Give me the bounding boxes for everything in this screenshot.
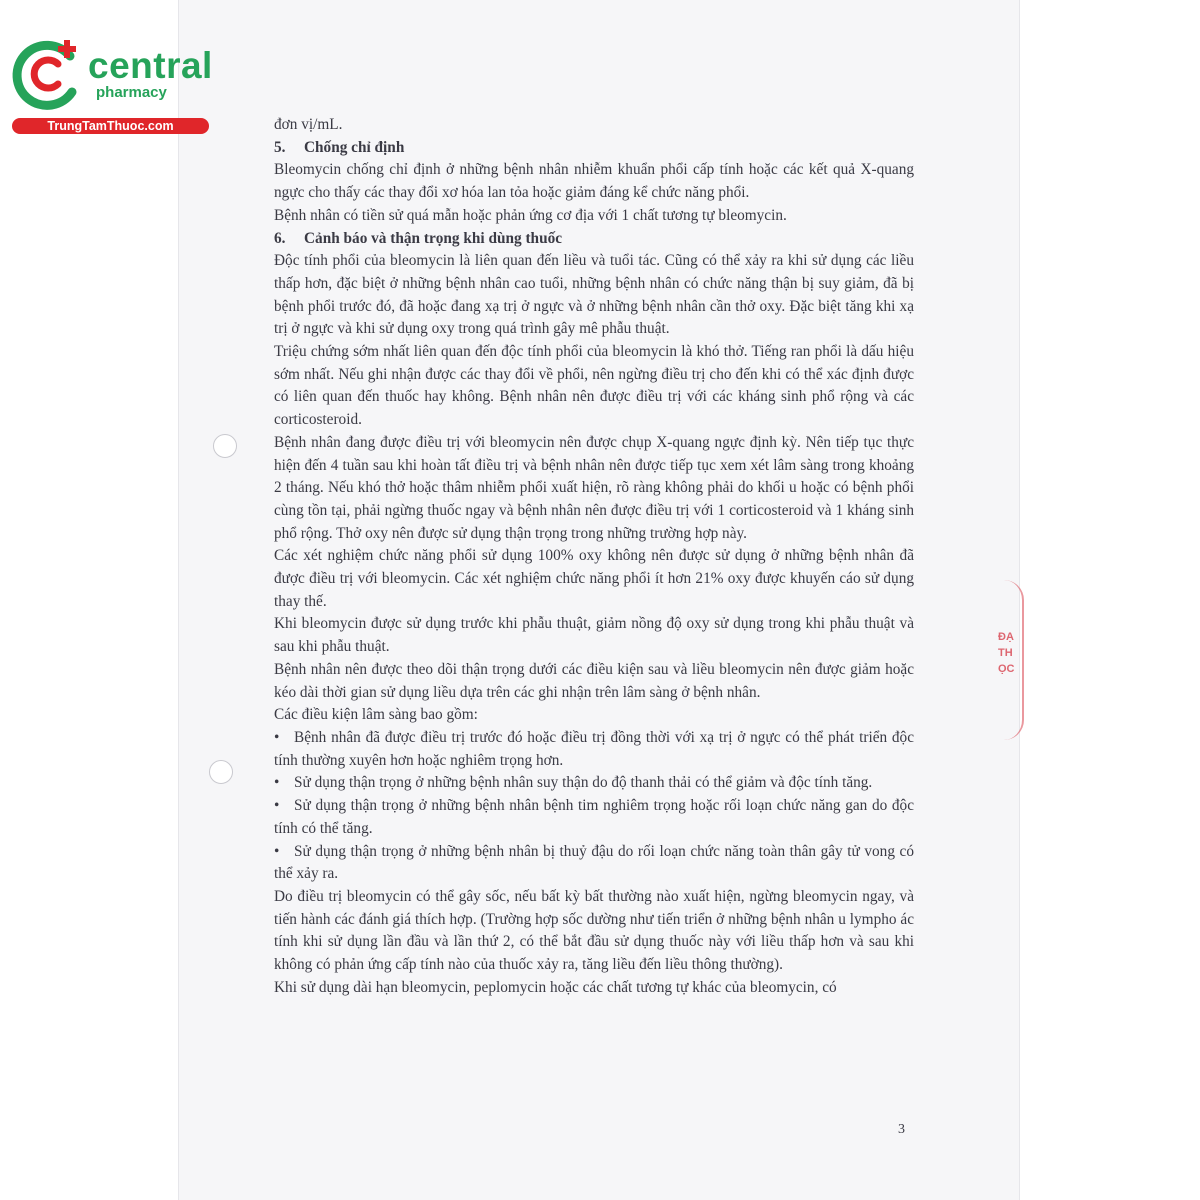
paragraph: Độc tính phổi của bleomycin là liên quan đến liều và tuổi tác. Cũng có thể xảy ra khi sử dụng các liều thấp hơn, đặc biệt ở những bệnh nhân cao tuổi, những bệnh nhân có chức năng thận bị suy giảm, đã bị bệnh phổi trước đó, đã hoặc đang xạ trị ở ngực và ở những bệnh nhân cần thở oxy. Đặc biệt tăng khi xạ trị ở ngực và khi sử dụng oxy trong quá trình gây mê phẫu thuật. [274, 252, 914, 338]
section-heading [274, 228, 914, 251]
stamp-letters: ĐẠ [998, 631, 1014, 643]
logo-text [88, 45, 213, 102]
section-title: Cảnh báo và thận trọng khi dùng thuốc [304, 229, 563, 247]
paragraph: Các xét nghiệm chức năng phổi sử dụng 100% oxy không nên được sử dụng ở những bệnh nhân đã được điều trị với bleomycin. Các xét nghiệm chức năng phổi ít hơn 21% oxy được khuyến cáo sử dụng thay thế. [274, 547, 914, 610]
paragraph: Do điều trị bleomycin có thể gây sốc, nếu bất kỳ bất thường nào xuất hiện, ngừng bleomycin ngay, và tiến hành các đánh giá thích hợp. (Trường hợp sốc dường như tiến triển ở những bệnh nhân u lympho ác tính khi sử dụng lần đầu và lần thứ 2, có thể bắt đầu sử dụng thuốc này với liều thấp hơn và sau khi không có phản ứng cấp tính nào của thuốc xảy ra, tăng liều đến liều thông thường). [274, 887, 914, 974]
section-number: 6. [274, 229, 286, 247]
logo-brand: central [88, 45, 213, 86]
logo-site-link[interactable]: TrungTamThuoc.com [12, 118, 209, 134]
logo-mark-icon [8, 34, 88, 114]
bullet-dot-icon: • [274, 728, 280, 746]
document-body [274, 114, 914, 999]
paragraph: Bleomycin chống chỉ định ở những bệnh nhân nhiễm khuẩn phổi cấp tính hoặc các kết quả X-quang ngực cho thấy các thay đổi xơ hóa lan tỏa hoặc giảm đáng kể chức năng phổi. [274, 161, 914, 202]
bullet-text: Sử dụng thận trọng ở những bệnh nhân suy thận do độ thanh thải có thể giảm và độc tính tăng. [294, 774, 873, 792]
bullet-item [274, 772, 914, 795]
punch-hole [209, 760, 233, 784]
stamp-text [998, 585, 1022, 745]
bullet-dot-icon: • [274, 797, 280, 815]
section-heading [274, 137, 914, 160]
bullet-item [274, 841, 914, 886]
section-title: Chống chỉ định [304, 138, 405, 156]
bullet-text: Bệnh nhân đã được điều trị trước đó hoặc điều trị đồng thời với xạ trị ở ngực có thể phát triển độc tính thường xuyên hơn hoặc nghiêm trọng hơn. [274, 728, 914, 769]
bullet-item [274, 795, 914, 840]
bullet-text: Sử dụng thận trọng ở những bệnh nhân bị thuỷ đậu do rối loạn chức năng toàn thân gây tử vong có thể xảy ra. [274, 842, 914, 883]
logo-subtitle: pharmacy [96, 84, 167, 101]
bullet-text: Sử dụng thận trọng ở những bệnh nhân bệnh tim nghiêm trọng hoặc rối loạn chức năng gan do độc tính có thể tăng. [274, 797, 914, 837]
bullet-dot-icon: • [274, 774, 280, 792]
stamp-letters: TH [998, 647, 1013, 659]
paragraph: Các điều kiện lâm sàng bao gồm: [274, 706, 478, 724]
paragraph: Triệu chứng sớm nhất liên quan đến độc tính phổi của bleomycin là khó thở. Tiếng ran phổi là dấu hiệu sớm nhất. Nếu ghi nhận được các thay đổi về phổi, nên ngừng điều trị cho đến khi có thể xác định được có liên quan đến thuốc hay không. Bệnh nhân nên được điều trị với các kháng sinh phổ rộng và các corticosteroid. [274, 343, 914, 429]
page-number: 3 [898, 1122, 905, 1137]
text-line: đơn vị/mL. [274, 116, 343, 133]
stamp-letters: ỌC [998, 663, 1015, 675]
paragraph: Bệnh nhân đang được điều trị với bleomycin nên được chụp X-quang ngực định kỳ. Nên tiếp tục thực hiện đến 4 tuần sau khi hoàn tất điều trị và bệnh nhân nên được tiếp tục xem xét lâm sàng trong khoảng 2 tháng. Nếu khó thở hoặc thâm nhiễm phổi xuất hiện, rõ ràng không phải do khối u hoặc có bệnh phổi cùng tồn tại, phải ngừng thuốc ngay và bệnh nhân nên được điều trị với 1 corticosteroid và 1 kháng sinh phổ rộng. Thở oxy nên được sử dụng thận trọng trong những trường hợp này. [274, 433, 914, 542]
section-number: 5. [274, 138, 286, 156]
bullet-dot-icon: • [274, 842, 280, 860]
paragraph: Bệnh nhân có tiền sử quá mẫn hoặc phản ứng cơ địa với 1 chất tương tự bleomycin. [274, 206, 787, 224]
paragraph: Khi bleomycin được sử dụng trước khi phẫu thuật, giảm nồng độ oxy sử dụng trong khi phẫu thuật và sau khi phẫu thuật. [274, 615, 914, 656]
paragraph: Khi sử dụng dài hạn bleomycin, peplomycin hoặc các chất tương tự khác của bleomycin, có [274, 978, 837, 996]
paragraph: Bệnh nhân nên được theo dõi thận trọng dưới các điều kiện sau và liều bleomycin nên được giảm hoặc kéo dài thời gian sử dụng liều dựa trên các ghi nhận trên lâm sàng ở bệnh nhân. [274, 660, 914, 701]
punch-hole [213, 434, 237, 458]
bullet-item [274, 727, 914, 772]
